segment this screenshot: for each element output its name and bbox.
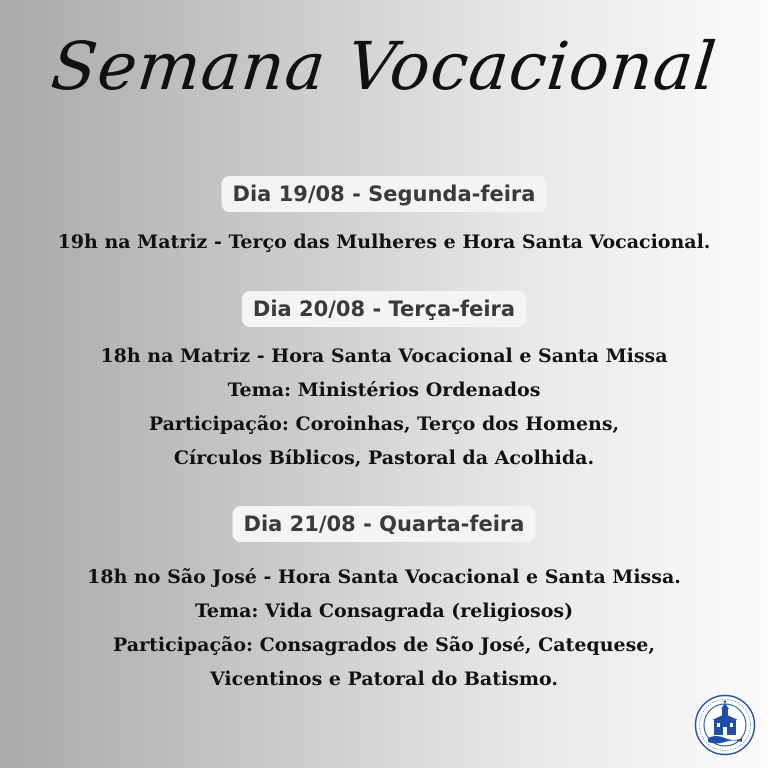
day-3-line-3: Participação: Consagrados de São José, Catequese, [112, 634, 656, 656]
page-title: Semana Vocacional [47, 28, 721, 105]
day-1-header: Dia 19/08 - Segunda-feira [222, 176, 547, 212]
day-2-line-1: 18h na Matriz - Hora Santa Vocacional e Santa Missa [100, 345, 668, 367]
day-1-line-1: 19h na Matriz - Terço das Mulheres e Hora Santa Vocacional. [57, 231, 711, 253]
day-3-line-2: Tema: Vida Consagrada (religiosos) [194, 600, 574, 622]
day-3-header: Dia 21/08 - Quarta-feira [233, 506, 536, 542]
day-2-line-4: Círculos Bíblicos, Pastoral da Acolhida. [173, 447, 595, 469]
day-2-header: Dia 20/08 - Terça-feira [242, 291, 526, 327]
day-2-line-2: Tema: Ministérios Ordenados [227, 379, 541, 401]
day-3-line-1: 18h no São José - Hora Santa Vocacional e Santa Missa. [87, 566, 681, 588]
parish-seal-icon [694, 694, 756, 756]
day-3-line-4: Vicentinos e Patoral do Batismo. [210, 668, 558, 690]
day-2-line-3: Participação: Coroinhas, Terço dos Homens, [148, 413, 620, 435]
